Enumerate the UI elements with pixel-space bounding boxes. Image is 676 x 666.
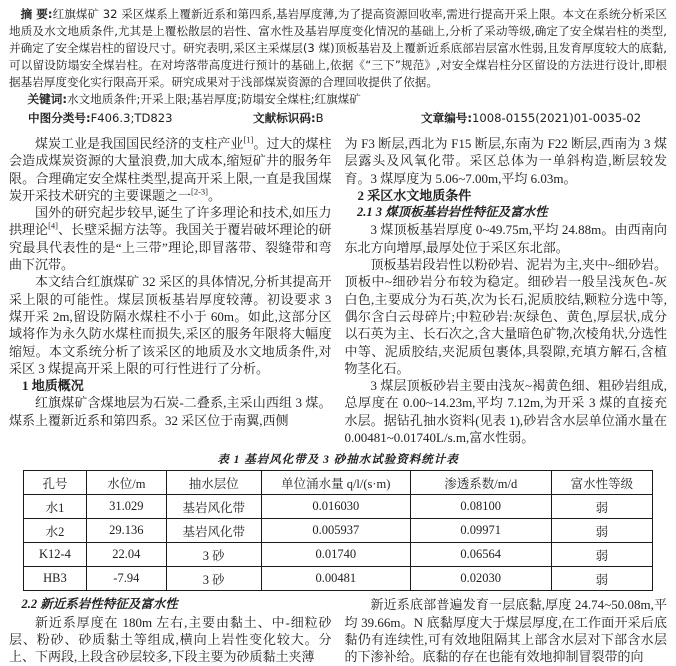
table-cell: 3 砂 [166, 543, 261, 567]
paragraph: 3 煤顶板基岩厚度 0~49.75m,平均 24.88m。由西南向东北方向增厚,最厚处位于采区东北部。 [344, 222, 667, 255]
table-row [24, 567, 653, 591]
table-body [24, 495, 653, 591]
paragraph: 为 F3 断层,西北为 F15 断层,东南为 F22 断层,西南为 3 煤层露头及风氧化带。采区总体为一单斜构造,断层较发育。3 煤厚度为 5.06~7.00m,平均 6.03m。 [344, 136, 667, 186]
table-cell: 弱 [551, 543, 652, 567]
table-cell: 0.005937 [261, 519, 410, 543]
lower-left-column [9, 596, 332, 665]
article-id-value: 1008-0155(2021)01-0035-02 [472, 111, 642, 125]
table-cell: -7.94 [86, 567, 166, 591]
abstract-paragraph [9, 6, 667, 91]
clc-number [28, 109, 253, 127]
keywords-text: 水文地质条件;开采上限;基岩厚度;防塌安全煤柱;红旗煤矿 [66, 92, 361, 106]
document-code-label: 文献标识码: [253, 111, 316, 125]
table-cell: 0.06564 [410, 543, 551, 567]
table-row [24, 495, 653, 519]
abstract-text: 红旗煤矿 32 采区煤系上覆新近系和第四系,基岩厚度薄,为了提高资源回收率,需进行提高开采上限。本文在系统分析采区地质及水文地质条件,尤其是上覆松散层的岩性、富水性及基岩厚度变化情况的基础上,分析了采动等级,确定了安全煤岩柱的类型,并确定了安全煤岩柱的留设尺寸。研究表明,采区主采煤层(3 煤)顶板基岩及上覆新近系底部岩层富水性弱,且发育厚度较大的底黏,可以留设防塌安全煤岩柱。在对垮落带高度进行预计的基础上,依据《“三下”规范》,对安全煤岩柱分区留设的方法进行设计,即根据基岩厚度变化实行限高开采。研究成果对于浅部煤炭资源的合理回收提供了依据。 [9, 7, 667, 89]
upper-right-column [345, 135, 668, 446]
table-cell: 水1 [24, 495, 87, 519]
classification-line [9, 109, 667, 127]
table-cell: 22.04 [86, 543, 166, 567]
table-cell: 0.02030 [410, 567, 551, 591]
table-title: 表 1 基岩风化带及 3 砂抽水试验资料统计表 [217, 454, 459, 467]
paragraph: 3 煤层顶板砂岩主要由浅灰~褐黄色细、粗砂岩组成,总厚度在 0.00~14.23m,平均 7.12m,为开采 3 煤的直接充水层。据钻孔抽水资料(见表 1),砂岩含水层单位涌水量在 0.00481~0.01740L/s.m,富水性弱。 [344, 378, 667, 446]
table-cell: 弱 [551, 567, 652, 591]
section-heading: 2.1 3 煤顶板基岩岩性特征及富水性 [357, 205, 548, 220]
document-code [253, 109, 421, 127]
paragraph: 煤炭工业是我国国民经济的支柱产业[1]。过大的煤柱会造成煤炭资源的大量浪费,加大成本,缩短矿井的服务年限。合理确定安全煤柱类型,提高开采上限,一直是我国煤炭开采技术研究的主要课题之一[2-3]。 [9, 134, 332, 203]
paragraph: 顶板基岩段岩性以粉砂岩、泥岩为主,夹中~细砂岩。顶板中~细砂岩分布较为稳定。细砂岩一般呈浅灰色-灰白色,主要成分为石英,次为长石,泥质胶结,颗粒分选中等,偶尔含白云母碎片;中粒砂岩:灰绿色、黄色,厚层状,成分以石英为主、长石次之,含大量暗色矿物,次棱角状,分选性中等、泥质胶结,夹泥质包裹体,具裂隙,充填方解石,含植物茎化石。 [344, 257, 667, 376]
citation-reference: [4] [48, 221, 58, 232]
table-header-cell: 孔号 [24, 471, 87, 495]
keywords-label: 关键词: [27, 92, 67, 106]
paragraph: 国外的研究起步较早,诞生了许多理论和技术,如压力拱理论[4]、长壁采掘方法等。我国关于覆岩破坏理论的研究最具代表性的是“上三带”理论,即冒落带、裂缝带和弯曲下沉带。 [9, 205, 332, 273]
table-header-row [24, 471, 653, 495]
table-cell: K12-4 [24, 543, 87, 567]
front-matter [9, 6, 667, 127]
abstract-label: 摘 要: [20, 7, 53, 21]
clc-value: F406.3;TD823 [90, 111, 173, 125]
table-cell: 3 砂 [166, 567, 261, 591]
section-heading: 2.2 新近系岩性特征及富水性 [21, 597, 178, 612]
table-row [24, 543, 653, 567]
upper-left-column [9, 135, 332, 446]
paragraph: 新近系底部普遍发育一层底黏,厚度 24.74~50.08m,平均 39.66m。N 底黏厚度大于煤层厚度,在工作面开采后底黏仍有连续性,可有效地阻隔其上部含水层对下部含水层的下渗补给。底黏的存在也能有效地抑制冒裂带的向 [344, 597, 667, 665]
keywords-line [9, 91, 667, 108]
table-cell: 基岩风化带 [166, 495, 261, 519]
table-cell: 0.00481 [261, 567, 410, 591]
section-heading: 2 采区水文地质条件 [357, 187, 472, 203]
table-cell: 弱 [551, 519, 652, 543]
section-heading: 1 地质概况 [22, 378, 84, 394]
table-header-cell: 单位涌水量 q/l/(s·m) [261, 471, 410, 495]
table-row [24, 519, 653, 543]
body-columns-upper [9, 135, 667, 446]
article-id [421, 109, 641, 127]
citation-reference: [1] [243, 134, 254, 145]
table-cell: HB3 [24, 567, 87, 591]
table-header-cell: 富水性等级 [551, 471, 652, 495]
table-header-cell: 抽水层位 [166, 471, 261, 495]
table-header-cell: 水位/m [86, 471, 166, 495]
table-cell: 0.01740 [261, 543, 410, 567]
paragraph: 新近系厚度在 180m 左右,主要由黏土、中-细粒砂层、粉砂、砂质黏土等组成,横向上岩性变化较大。分上、下两段,上段含砂层较多,下段主要为砂质黏土夹薄 [9, 614, 332, 665]
paragraph: 本文结合红旗煤矿 32 采区的具体情况,分析其提高开采上限的可能性。煤层顶板基岩厚度较薄。初设要求 3 煤开采 2m,留设防隔水煤柱不小于 60m。如此,这部分区域将作为永久防水煤柱而损失,采区的服务年限将大幅度缩短。本文系统分析了该采区的地质及水文地质条件,对采区 3 煤提高开采上限的可行性进行了分析。 [9, 274, 332, 376]
citation-reference: [2-3] [191, 186, 209, 197]
article-id-label: 文章编号: [421, 111, 473, 125]
pumping-test-table [23, 470, 653, 591]
table-cell: 29.136 [86, 519, 166, 543]
table-cell: 弱 [551, 495, 652, 519]
table-head [24, 471, 653, 495]
table-cell: 0.016030 [261, 495, 410, 519]
body-columns-lower [9, 596, 667, 665]
table-cell: 0.09971 [410, 519, 551, 543]
clc-label: 中图分类号: [28, 111, 91, 125]
table-cell: 水2 [24, 519, 87, 543]
paragraph: 红旗煤矿含煤地层为石炭-二叠系,主采山西组 3 煤。煤系上覆新近系和第四系。32 采区位于南翼,西侧 [9, 395, 332, 428]
table-cell: 基岩风化带 [166, 519, 261, 543]
document-code-value: B [315, 111, 324, 125]
table-cell: 0.08100 [410, 495, 551, 519]
table-cell: 31.029 [86, 495, 166, 519]
table-header-cell: 渗透系数/m/d [410, 471, 551, 495]
lower-right-column [345, 596, 668, 665]
